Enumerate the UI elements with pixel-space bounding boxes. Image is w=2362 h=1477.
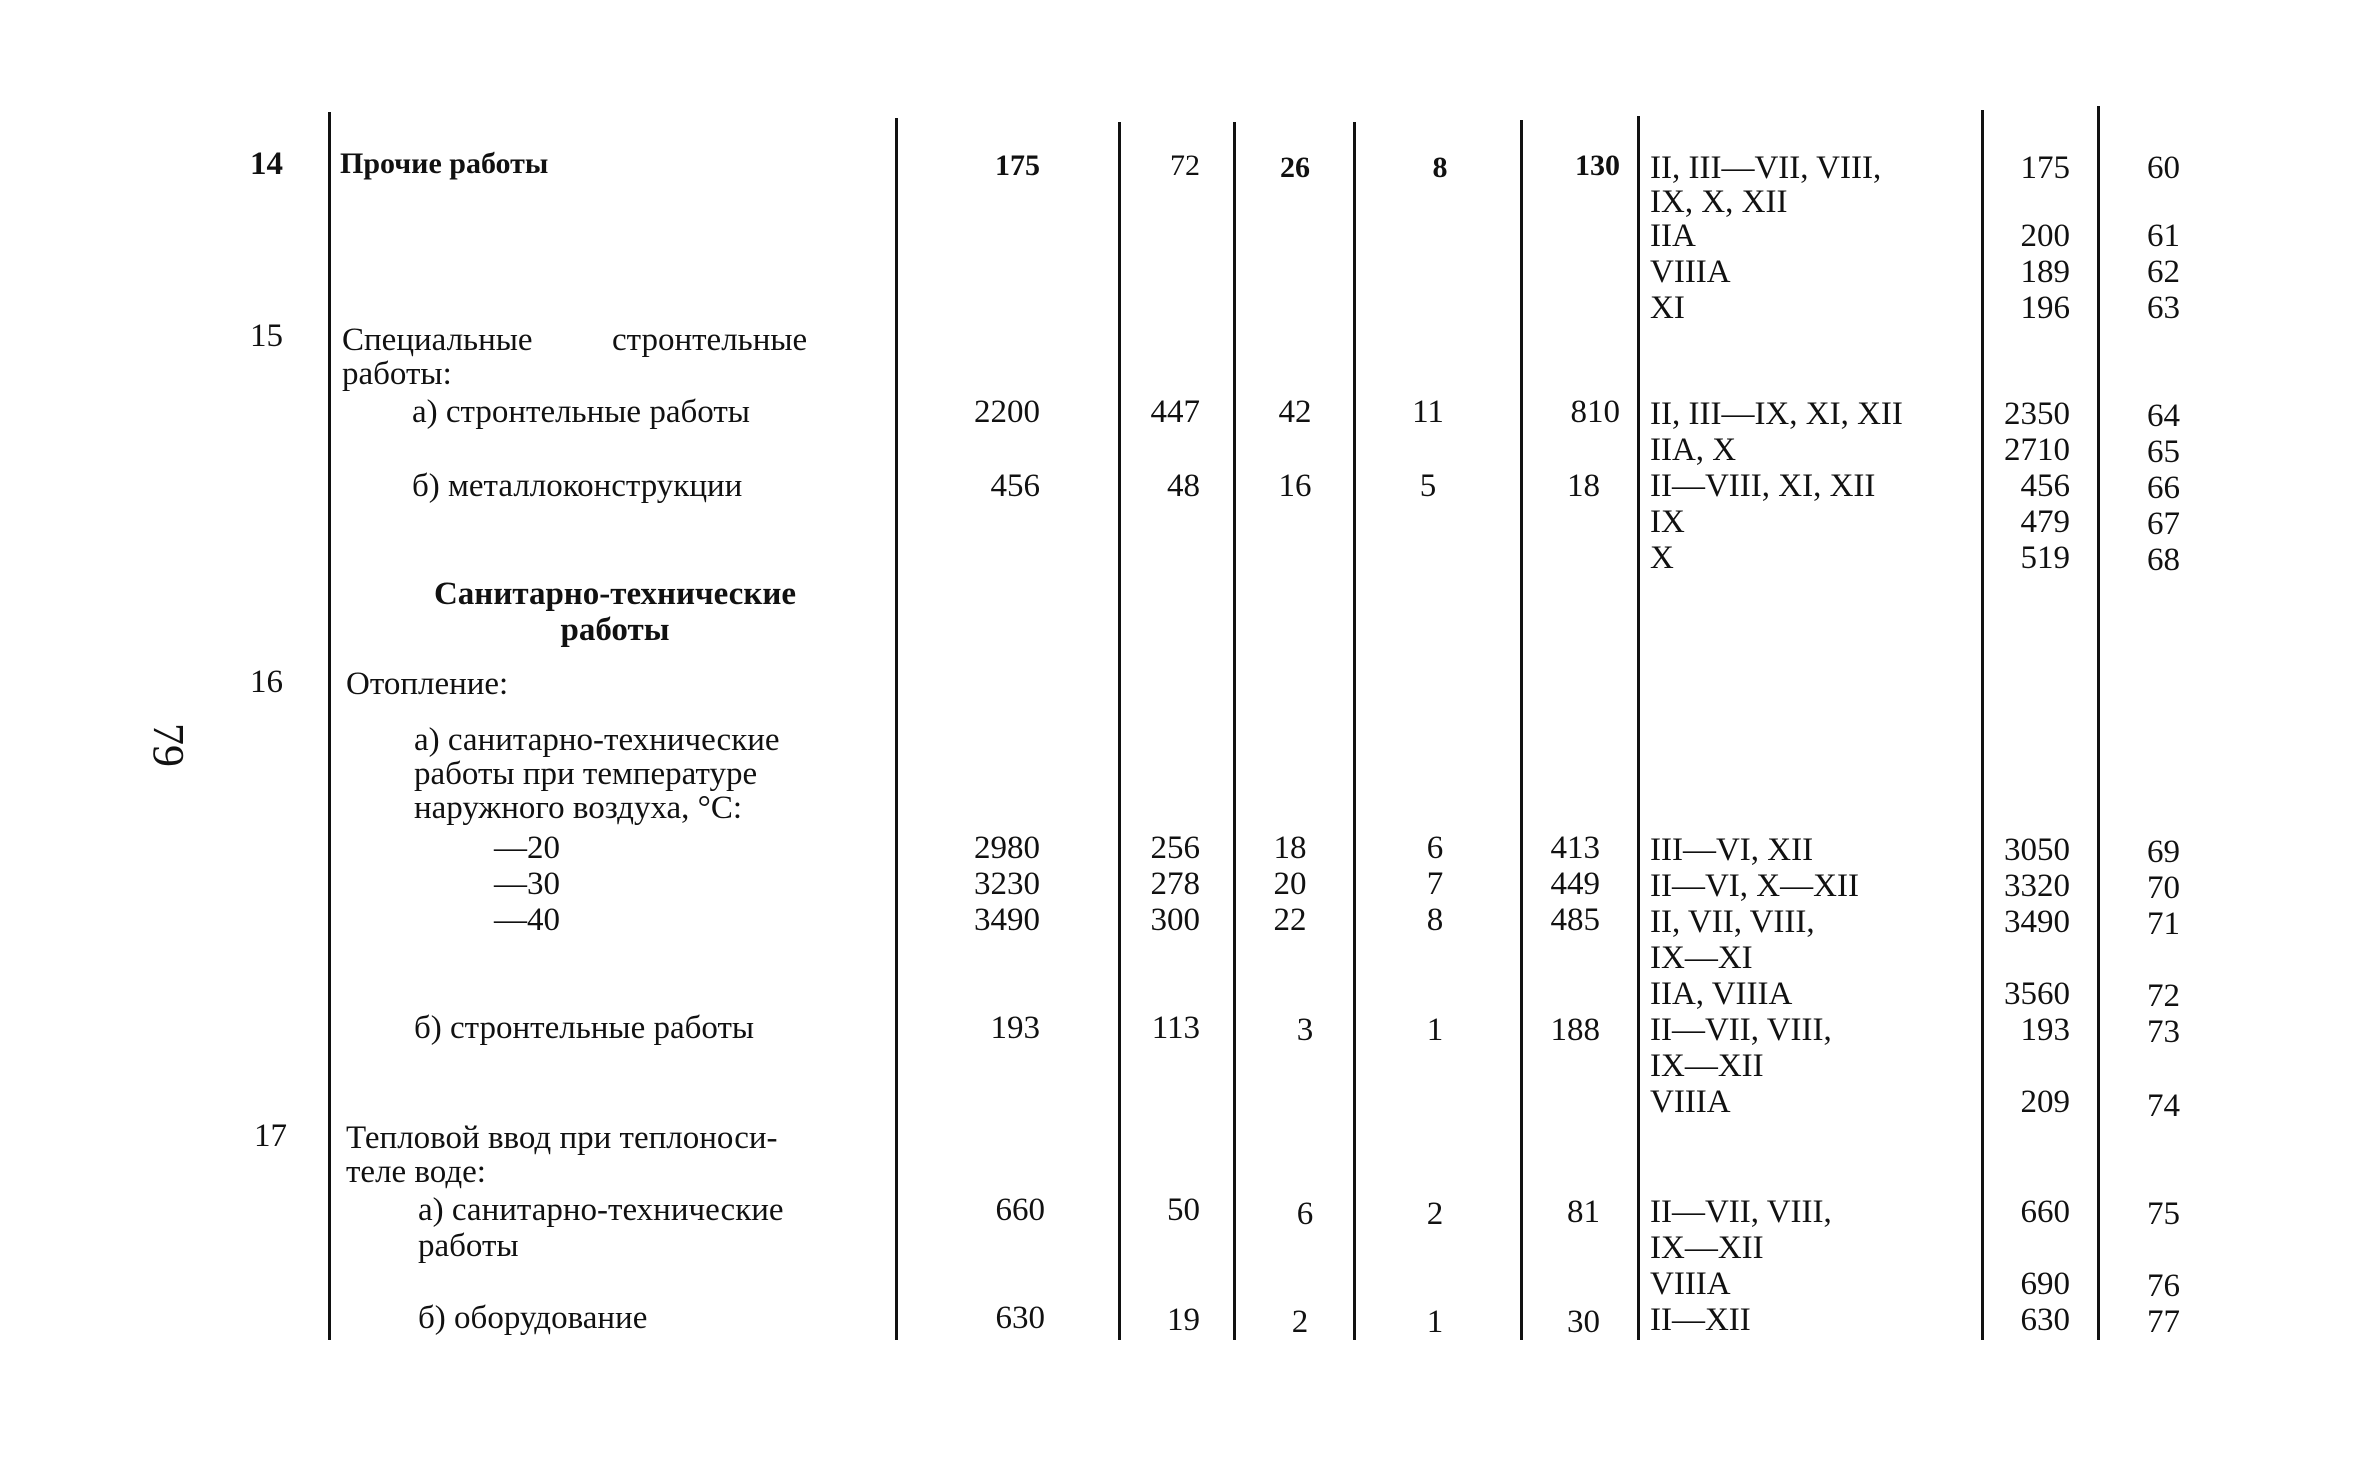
roman-range: II, III—IX, XI, XII xyxy=(1650,396,1903,432)
cell-c5: 81 xyxy=(1567,1194,1600,1230)
cell-c2: 48 xyxy=(1167,468,1200,504)
roman-range: VIIIA xyxy=(1650,254,1731,290)
temperature-label: —40 xyxy=(494,902,560,938)
cell-index: 69 xyxy=(2147,834,2180,870)
cell-value: 3560 xyxy=(2004,976,2070,1012)
roman-range: IIA xyxy=(1650,218,1696,254)
cell-value: 630 xyxy=(2020,1302,2070,1338)
cell-c4: 5 xyxy=(1419,468,1437,504)
roman-range: II, VII, VIII, xyxy=(1650,904,1815,940)
roman-range: IX xyxy=(1650,504,1685,540)
row-name: Прочие работы xyxy=(340,147,549,180)
cell-index: 66 xyxy=(2147,470,2180,506)
temperature-label: —20 xyxy=(494,830,560,866)
cell-index: 65 xyxy=(2147,434,2180,470)
cell-c1: 175 xyxy=(995,149,1040,182)
rule-col5 xyxy=(1637,116,1640,1340)
cell-c2: 447 xyxy=(1150,394,1200,430)
subrow-name: а) санитарно-технические xyxy=(414,722,780,758)
subrow-name: а) стронтельные работы xyxy=(412,394,750,430)
cell-index: 60 xyxy=(2147,150,2180,186)
cell-value: 3490 xyxy=(2004,904,2070,940)
cell-index: 68 xyxy=(2147,542,2180,578)
roman-range: IIA, VIIIA xyxy=(1650,976,1793,1012)
cell-c3: 42 xyxy=(1278,394,1312,430)
row-number: 16 xyxy=(250,664,283,700)
cell-c4: 8 xyxy=(1426,902,1444,938)
cell-index: 73 xyxy=(2147,1014,2180,1050)
cell-index: 61 xyxy=(2147,218,2180,254)
cell-value: 456 xyxy=(2020,468,2070,504)
subrow-name: б) металлоконструкции xyxy=(412,468,743,504)
cell-c2: 278 xyxy=(1150,866,1200,902)
subrow-name: наружного воздуха, °С: xyxy=(414,790,743,826)
cell-c4: 1 xyxy=(1426,1304,1444,1340)
cell-c2: 256 xyxy=(1150,830,1200,866)
rule-col1 xyxy=(1118,122,1121,1340)
temperature-label: —30 xyxy=(494,866,560,902)
roman-range: IX—XII xyxy=(1650,1230,1764,1266)
cell-c3: 2 xyxy=(1291,1304,1309,1340)
cell-value: 175 xyxy=(2020,150,2070,186)
roman-range: VIIIA xyxy=(1650,1084,1731,1120)
roman-range: IIA, X xyxy=(1650,432,1737,468)
subrow-name: б) оборудование xyxy=(418,1300,648,1336)
cell-c4: 2 xyxy=(1426,1196,1444,1232)
cell-index: 64 xyxy=(2147,398,2180,434)
cell-c3: 22 xyxy=(1273,902,1307,938)
cell-index: 70 xyxy=(2147,870,2180,906)
cell-c2: 113 xyxy=(1151,1010,1200,1046)
roman-range: IX—XI xyxy=(1650,940,1753,976)
cell-c4: 11 xyxy=(1412,394,1444,430)
cell-c3: 16 xyxy=(1278,468,1312,504)
cell-c1: 2200 xyxy=(974,394,1040,430)
roman-range: II, III—VII, VIII, xyxy=(1650,150,1882,186)
roman-range: II—VII, VIII, xyxy=(1650,1194,1832,1230)
subrow-name: б) стронтельные работы xyxy=(414,1010,755,1046)
row-name: стронтельные xyxy=(612,322,808,358)
cell-value: 690 xyxy=(2020,1266,2070,1302)
cell-value: 2350 xyxy=(2004,396,2070,432)
cell-c5: 810 xyxy=(1570,394,1620,430)
subrow-name: работы при температуре xyxy=(414,756,758,792)
roman-range: II—VI, X—XII xyxy=(1650,868,1859,904)
cell-value: 200 xyxy=(2020,218,2070,254)
cell-c1: 630 xyxy=(995,1300,1045,1336)
cell-index: 62 xyxy=(2147,254,2180,290)
cell-value: 193 xyxy=(2020,1012,2070,1048)
rule-col3 xyxy=(1353,122,1356,1340)
cell-c4: 8 xyxy=(1432,151,1448,184)
cell-index: 71 xyxy=(2147,906,2180,942)
cell-index: 63 xyxy=(2147,290,2180,326)
cell-index: 76 xyxy=(2147,1268,2180,1304)
row-number: 14 xyxy=(250,146,283,182)
cell-value: 519 xyxy=(2020,540,2070,576)
cell-c4: 7 xyxy=(1426,866,1444,902)
row-name: Тепловой ввод при теплоноси- xyxy=(346,1120,778,1156)
cell-c5: 130 xyxy=(1575,149,1620,182)
roman-range: X xyxy=(1650,540,1674,576)
cell-c3: 6 xyxy=(1296,1196,1314,1232)
cell-value: 209 xyxy=(2020,1084,2070,1120)
subrow-name: работы xyxy=(418,1228,519,1264)
cell-c5: 449 xyxy=(1550,866,1600,902)
cell-c3: 18 xyxy=(1273,830,1307,866)
cell-index: 67 xyxy=(2147,506,2180,542)
rule-after-number xyxy=(328,112,331,1340)
cell-c4: 1 xyxy=(1426,1012,1444,1048)
cell-value: 189 xyxy=(2020,254,2070,290)
row-name: Отопление: xyxy=(346,666,509,702)
cell-c5: 413 xyxy=(1550,830,1600,866)
roman-range: II—VII, VIII, xyxy=(1650,1012,1832,1048)
row-number: 15 xyxy=(250,318,283,354)
cell-c5: 30 xyxy=(1567,1304,1600,1340)
cell-value: 3050 xyxy=(2004,832,2070,868)
cell-c2: 300 xyxy=(1150,902,1200,938)
page-number: 79 xyxy=(144,723,193,767)
roman-range: IX, X, XII xyxy=(1650,184,1788,220)
cell-c1: 3230 xyxy=(974,866,1040,902)
cell-value: 660 xyxy=(2020,1194,2070,1230)
cell-c5: 485 xyxy=(1550,902,1600,938)
roman-range: IX—XII xyxy=(1650,1048,1764,1084)
cell-c2: 19 xyxy=(1167,1302,1200,1338)
rule-col4 xyxy=(1520,120,1523,1340)
roman-range: XI xyxy=(1650,290,1685,326)
rule-after-name xyxy=(895,118,898,1340)
cell-value: 196 xyxy=(2020,290,2070,326)
cell-value: 479 xyxy=(2020,504,2070,540)
cell-c3: 20 xyxy=(1273,866,1307,902)
cell-c3: 3 xyxy=(1296,1012,1314,1048)
cell-c5: 18 xyxy=(1567,468,1600,504)
roman-range: II—VIII, XI, XII xyxy=(1650,468,1876,504)
row-name: Специальные xyxy=(342,322,533,358)
cell-c5: 188 xyxy=(1550,1012,1600,1048)
cell-c2: 50 xyxy=(1167,1192,1200,1228)
cell-value: 3320 xyxy=(2004,868,2070,904)
cell-index: 75 xyxy=(2147,1196,2180,1232)
roman-range: VIIIA xyxy=(1650,1266,1731,1302)
row-name: работы: xyxy=(342,356,452,392)
section-heading: работы xyxy=(560,612,670,648)
cell-c2: 72 xyxy=(1170,149,1200,182)
subrow-name: а) санитарно-технические xyxy=(418,1192,784,1228)
cell-c3: 26 xyxy=(1280,151,1310,184)
rule-col2 xyxy=(1233,122,1236,1340)
row-name: теле воде: xyxy=(346,1154,486,1190)
roman-range: III—VI, XII xyxy=(1650,832,1814,868)
cell-c1: 456 xyxy=(990,468,1040,504)
cell-c1: 193 xyxy=(990,1010,1040,1046)
cell-index: 72 xyxy=(2147,978,2180,1014)
cell-index: 74 xyxy=(2147,1088,2180,1124)
roman-range: II—XII xyxy=(1650,1302,1751,1338)
row-number: 17 xyxy=(254,1118,287,1154)
cell-c1: 3490 xyxy=(974,902,1040,938)
cell-c4: 6 xyxy=(1426,830,1444,866)
cell-c1: 660 xyxy=(995,1192,1045,1228)
cell-value: 2710 xyxy=(2004,432,2070,468)
cell-index: 77 xyxy=(2147,1304,2180,1340)
cell-c1: 2980 xyxy=(974,830,1040,866)
section-heading: Санитарно-технические xyxy=(433,576,797,612)
